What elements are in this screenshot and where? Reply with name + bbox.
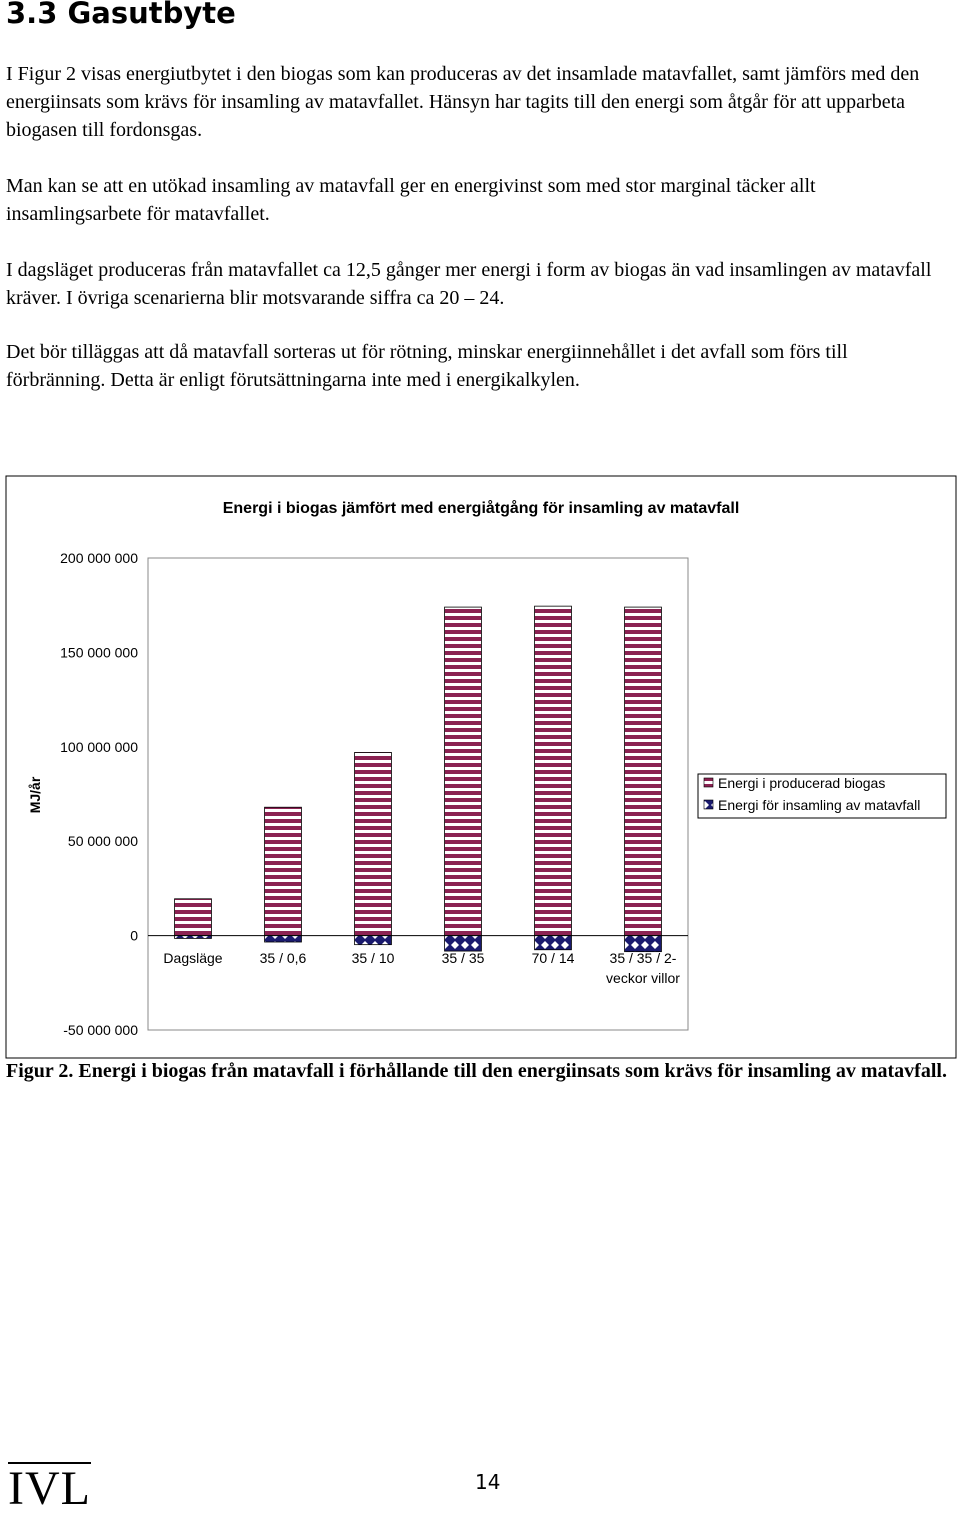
caption-text: Energi i biogas från matavfall i förhållande till den energiinsats som krävs för insamling av matavfall.: [73, 1060, 947, 1082]
bar-biogas: [535, 606, 572, 935]
y-tick-label: 50 000 000: [67, 833, 138, 850]
plot-area: [148, 558, 688, 1030]
x-tick-label: Dagsläge: [163, 950, 223, 966]
legend: [698, 774, 946, 818]
x-tick-label: 35 / 35: [441, 950, 485, 966]
paragraph-2: Man kan se att en utökad insamling av matavfall ger en energivinst som med stor marginal täcker allt insamlingsarbete för matavfallet.: [6, 175, 816, 225]
figure-caption: [6, 1058, 951, 1085]
bar-insamling: [535, 936, 572, 950]
paragraph-4: Det bör tilläggas att då matavfall sorteras ut för rötning, minskar energiinnehållet i det avfall som förs till förbränning. Detta är enligt förutsättningarna inte med i energikalkylen.: [6, 341, 848, 391]
bar-insamling: [265, 936, 302, 942]
caption-label: Figur 2.: [6, 1060, 74, 1082]
y-tick-label: -50 000 000: [63, 1022, 138, 1038]
paragraph-1: I Figur 2 visas energiutbytet i den biogas som kan produceras av det insamlade matavfallet, samt jämförs med den energiinsats som krävs för insamling av matavfallet. Hänsyn har tagits till den energi som åtgår för att upparbeta biogasen till fordonsgas.: [6, 63, 920, 141]
bar-biogas: [355, 752, 392, 935]
y-tick-label: 100 000 000: [60, 738, 138, 755]
paragraph-3: I dagsläget produceras från matavfallet ca 12,5 gånger mer energi i form av biogas än vad insamlingen av matavfall kräver. I övriga scenarierna blir motsvarande siffra ca 20 – 24.: [6, 259, 932, 309]
section-heading: 3.3 Gasutbyte: [6, 0, 236, 30]
x-tick-label: 70 / 14: [531, 950, 575, 966]
y-tick-label: 200 000 000: [60, 550, 138, 566]
bar-insamling: [355, 936, 392, 945]
y-axis-label: MJ/år: [27, 776, 43, 814]
legend-label-biogas: Energi i producerad biogas: [718, 775, 886, 791]
chart-title: Energi i biogas jämfört med energiåtgång för insamling av matavfall: [222, 500, 740, 517]
ivl-logo: IVL: [8, 1462, 91, 1515]
y-tick-label: 150 000 000: [60, 644, 138, 661]
bar-insamling: [445, 936, 482, 951]
x-tick-label: 35 / 0,6: [259, 950, 307, 966]
bar-biogas: [175, 899, 212, 936]
legend-swatch-biogas: [704, 778, 713, 787]
y-tick-label: 0: [130, 927, 138, 944]
x-tick-label: 35 / 10: [351, 950, 395, 966]
legend-label-insamling: Energi för insamling av matavfall: [718, 797, 921, 813]
legend-swatch-insamling: [704, 800, 713, 809]
page-number: 14: [475, 1470, 501, 1494]
bar-biogas: [625, 607, 662, 936]
bar-biogas: [445, 607, 482, 936]
x-tick-label: 35 / 35 / 2-veckor villor: [606, 950, 680, 986]
bar-biogas: [265, 807, 302, 935]
